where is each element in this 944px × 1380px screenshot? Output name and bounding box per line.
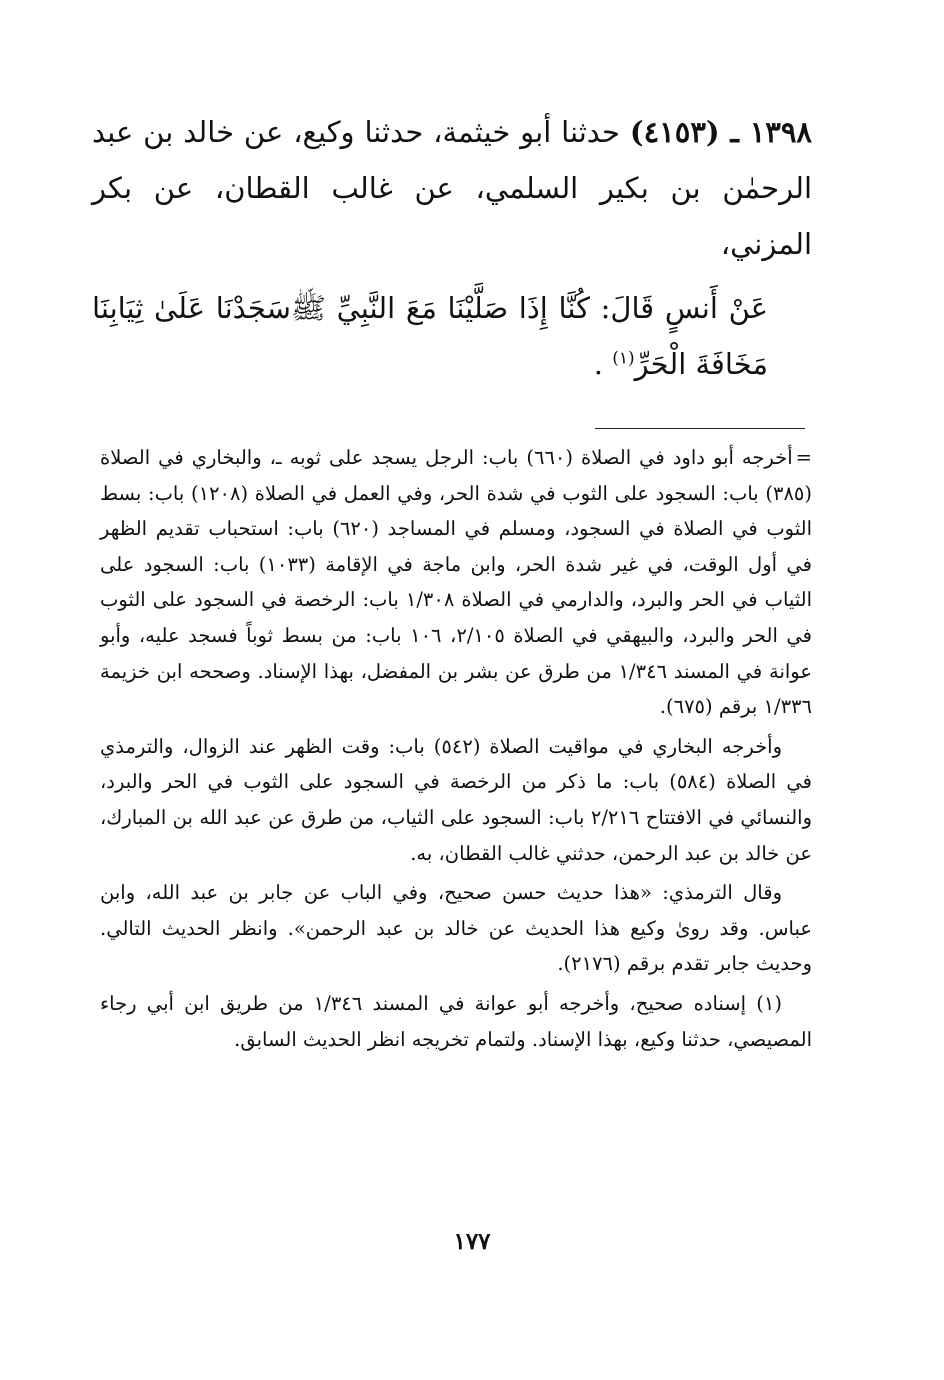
- footnote-paragraph-3: [100, 875, 812, 982]
- footnote-text-1: أخرجه أبو داود في الصلاة (٦٦٠) باب: الرجل يسجد على ثوبه ـ، والبخاري في الصلاة (٣٨٥) باب: السجود على الثوب في شدة الحر، وفي العمل في الصلاة (١٢٠٨) باب: بسط الثوب في الصلاة في السجود، ومسلم في المساجد (٦٢٠) باب: استحباب تقديم الظهر في أول الوقت، في غير شدة الحر، وابن ماجة في الإقامة (١٠٣٣) باب: السجود على الثياب في الحر والبرد، والدارمي في الصلاة ١/٣٠٨ باب: الرخصة في السجود على الثوب في الحر والبرد، والبيهقي في الصلاة ٢/١٠٥، ١٠٦ باب: من بسط ثوباً فسجد عليه، وأبو عوانة في المسند ١/٣٤٦ من طرق عن بشر بن المفضل، بهذا الإسناد. وصححه ابن خزيمة ١/٣٣٦ برقم (٦٧٥).: [100, 446, 813, 719]
- matn-text: عَنْ أَنسٍ قَالَ: كُنَّا إِذَا صَلَّيْنَا مَعَ النَّبِيِّ ﷺسَجَدْنَا عَلَىٰ ثِيَابِنَا مَخَافَةَ الْحَرِّ: [92, 291, 768, 381]
- footnotes: [100, 440, 812, 1061]
- isnad-text: حدثنا أبو خيثمة، حدثنا وكيع، عن خالد بن عبد الرحمٰن بن بكير السلمي، عن غالب القطان، عن بكر المزني،: [92, 115, 812, 261]
- footnote-paragraph-2: [100, 729, 812, 871]
- footnote-1: [100, 986, 812, 1057]
- hadith-number: ١٣٩٨ ـ (٤١٥٣): [629, 115, 812, 149]
- matn-paragraph: [92, 280, 812, 392]
- footnote-continuation: [100, 440, 812, 725]
- footnote-text-4: (١) إسناده صحيح، وأخرجه أبو عوانة في المسند ١/٣٤٦ من طريق ابن أبي رجاء المصيصي، حدثنا وكيع، بهذا الإسناد. ولتمام تخريجه انظر الحديث السابق.: [100, 991, 812, 1051]
- footnote-text-3: وقال الترمذي: «هذا حديث حسن صحيح، وفي الباب عن جابر بن عبد الله، وابن عباس. وقد روىٰ وكيع هذا الحديث عن خالد بن عبد الرحمن». وانظر الحديث التالي. وحديث جابر تقدم برقم (٢١٧٦).: [100, 881, 812, 976]
- footnote-text-2: وأخرجه البخاري في مواقيت الصلاة (٥٤٢) باب: وقت الظهر عند الزوال، والترمذي في الصلاة (٥٨٤) باب: ما ذكر من الرخصة في السجود على الثوب في الحر والبرد، والنسائي في الافتتاح ٢/٢١٦ باب: السجود على الثياب، من طرق عن عبد الله بن المبارك، عن خالد بن عبد الرحمن، حدثني غالب القطان، به.: [100, 734, 812, 865]
- main-text: [92, 104, 812, 392]
- footnote-separator: [595, 428, 805, 429]
- isnad-paragraph: [92, 104, 812, 272]
- continuation-mark: =: [795, 446, 812, 469]
- page-number: ١٧٧: [453, 1228, 491, 1255]
- end-mark: .: [593, 347, 604, 381]
- footnote-reference[interactable]: (١): [612, 348, 635, 369]
